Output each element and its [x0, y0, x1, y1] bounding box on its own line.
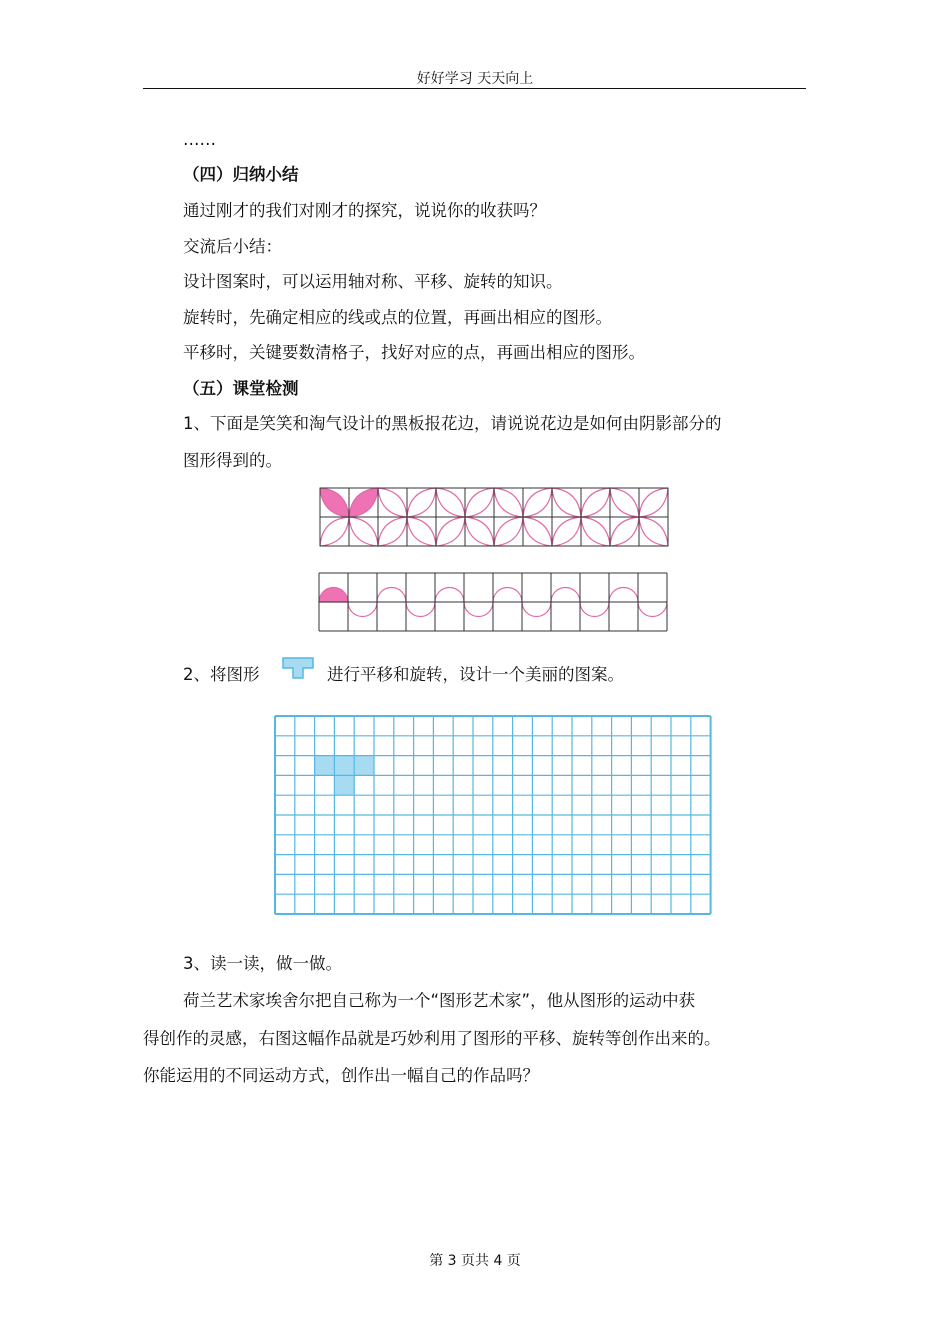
- petal: [523, 488, 552, 517]
- section4-line: 旋转时，先确定相应的线或点的位置，再画出相应的图形。: [183, 308, 612, 327]
- section4-line: 平移时，关键要数清格子，找好对应的点，再画出相应的图形。: [183, 343, 645, 362]
- question-3-line: 你能运用的不同运动方式，创作出一幅自己的作品吗？: [143, 1066, 539, 1085]
- petal: [552, 488, 581, 517]
- section4-line: 设计图案时，可以运用轴对称、平移、旋转的知识。: [183, 272, 563, 291]
- t-shape-icon: [283, 658, 313, 678]
- petal: [465, 517, 494, 546]
- question-3-line: 得创作的灵感，右图这幅作品就是巧妙利用了图形的平移、旋转等创作出来的。: [143, 1029, 721, 1048]
- petal: [494, 488, 523, 517]
- section4-heading: （四）归纳小结: [183, 165, 299, 184]
- petal: [407, 517, 436, 546]
- petal: [378, 488, 407, 517]
- question-3-line: 荷兰艺术家埃舍尔把自己称为一个“图形艺术家”，他从图形的运动中获: [183, 991, 696, 1010]
- t-shape: [283, 658, 313, 678]
- petal: [436, 517, 465, 546]
- petal: [349, 517, 378, 546]
- petal: [320, 488, 349, 517]
- wave-half-circle: [377, 588, 406, 603]
- t-shape-cell: [354, 756, 374, 776]
- wave-half-circle: [435, 588, 464, 603]
- petal: [581, 488, 610, 517]
- petal: [320, 517, 349, 546]
- petal: [552, 517, 581, 546]
- petal: [465, 488, 494, 517]
- page-header: 好好学习 天天向上: [416, 71, 534, 87]
- section5-heading: （五）课堂检测: [183, 379, 299, 398]
- wave-half-circle: [464, 602, 493, 617]
- section4-line: 通过刚才的我们对刚才的探究，说说你的收获吗？: [183, 201, 546, 220]
- wave-half-circle: [580, 602, 609, 617]
- question-2-suffix: 进行平移和旋转，设计一个美丽的图案。: [327, 665, 624, 684]
- petal: [639, 488, 668, 517]
- petal: [610, 517, 639, 546]
- t-shape-cell: [334, 756, 354, 776]
- petal: [407, 488, 436, 517]
- wave-half-circle: [638, 602, 667, 617]
- wave-half-circle: [551, 588, 580, 603]
- wave-half-circle: [319, 588, 348, 603]
- page-footer: 第 3 页共 4 页: [429, 1253, 521, 1269]
- petal: [378, 517, 407, 546]
- petal: [436, 488, 465, 517]
- wave-half-circle: [348, 602, 377, 617]
- question-1-line: 图形得到的。: [183, 451, 282, 470]
- design-grid: [275, 716, 711, 914]
- t-shape-cell: [315, 756, 335, 776]
- t-shape-cell: [334, 775, 354, 795]
- petal: [494, 517, 523, 546]
- petal: [581, 517, 610, 546]
- wave-half-circle: [609, 588, 638, 603]
- question-3-heading: 3、读一读，做一做。: [183, 954, 342, 973]
- petal: [523, 517, 552, 546]
- header-divider: [143, 88, 806, 89]
- petal: [639, 517, 668, 546]
- flower-border: [320, 488, 668, 546]
- ellipsis: ……: [183, 130, 216, 149]
- question-2-prefix: 2、将图形: [183, 665, 260, 684]
- wave-half-circle: [522, 602, 551, 617]
- question-1-line: 1、下面是笑笑和淘气设计的黑板报花边，请说说花边是如何由阴影部分的: [183, 414, 722, 433]
- petal: [610, 488, 639, 517]
- section4-line: 交流后小结：: [183, 237, 282, 256]
- wave-half-circle: [406, 602, 435, 617]
- wave-half-circle: [493, 588, 522, 603]
- petal: [349, 488, 378, 517]
- wave-border: [319, 573, 667, 631]
